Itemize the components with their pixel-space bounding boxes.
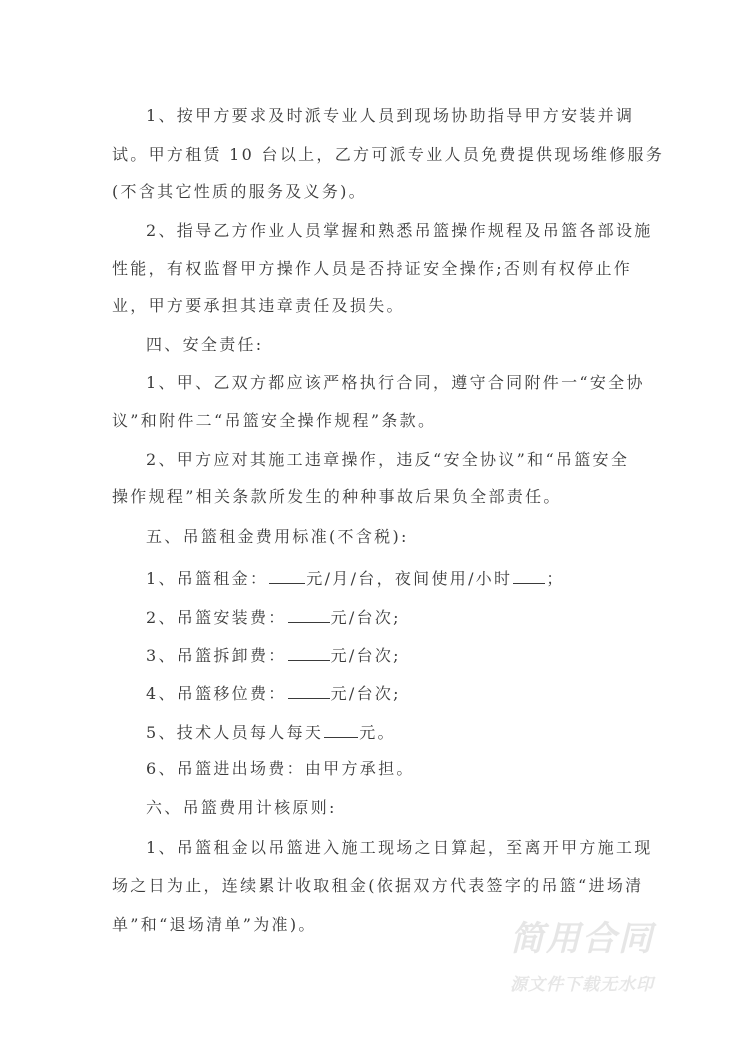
section-heading: 六、吊篮费用计核原则: xyxy=(146,798,337,817)
blank-field[interactable] xyxy=(288,644,330,661)
paragraph-line: 1、甲、乙双方都应该严格执行合同，遵守合同附件一“安全协 xyxy=(146,373,645,392)
fee-item-dismantle xyxy=(146,644,666,664)
fee-unit: 元/台次; xyxy=(330,646,401,665)
paragraph-line: 操作规程”相关条款所发生的种种事故后果负全部责任。 xyxy=(112,487,562,506)
section-heading: 五、吊篮租金费用标准(不含税): xyxy=(146,527,409,546)
fee-unit: 元/台次; xyxy=(330,684,401,703)
paragraph-line: 2、指导乙方作业人员掌握和熟悉吊篮操作规程及吊篮各部设施 xyxy=(146,221,653,240)
paragraph-line: 2、甲方应对其施工违章操作，违反“安全协议”和“吊篮安全 xyxy=(146,450,630,469)
paragraph-line: 性能，有权监督甲方操作人员是否持证安全操作;否则有权停止作 xyxy=(112,259,633,278)
fee-label: 1、吊篮租金： xyxy=(146,569,269,588)
fee-item-entry-exit: 6、吊篮进出场费：由甲方承担。 xyxy=(146,759,415,778)
blank-field[interactable] xyxy=(324,721,358,738)
paragraph-line: 1、按甲方要求及时派专业人员到现场协助指导甲方安装并调 xyxy=(146,106,635,125)
blank-field[interactable] xyxy=(269,567,305,584)
fee-label: 5、技术人员每人每天 xyxy=(146,723,324,742)
fee-unit: 元。 xyxy=(359,723,396,742)
watermark xyxy=(510,918,730,996)
fee-label: 2、吊篮安装费： xyxy=(146,608,287,627)
blank-field[interactable] xyxy=(288,606,330,623)
fee-item-relocate xyxy=(146,682,666,702)
watermark-title: 简用合同 xyxy=(510,919,654,959)
fee-item-install xyxy=(146,606,666,626)
fee-label: 3、吊篮拆卸费： xyxy=(146,646,287,665)
paragraph-line: (不含其它性质的服务及义务)。 xyxy=(112,182,367,201)
section-heading: 四、安全责任: xyxy=(146,335,264,354)
paragraph-line: 议”和附件二“吊篮安全操作规程”条款。 xyxy=(112,411,437,430)
fee-label: 4、吊篮移位费： xyxy=(146,684,287,703)
watermark-subtitle: 源文件下载无水印 xyxy=(510,975,654,995)
paragraph-line: 业，甲方要承担其违章责任及损失。 xyxy=(112,296,405,315)
fee-unit: 元/月/台，夜间使用/小时 xyxy=(306,569,513,588)
paragraph-line: 1、吊篮租金以吊篮进入施工现场之日算起，至离开甲方施工现 xyxy=(146,838,653,857)
paragraph-line: 场之日为止，连续累计收取租金(依据双方代表签字的吊篮“进场清 xyxy=(112,876,644,895)
blank-field[interactable] xyxy=(513,567,545,584)
fee-suffix: ； xyxy=(546,569,565,588)
blank-field[interactable] xyxy=(288,682,330,699)
paragraph-line: 单”和“退场清单”为准)。 xyxy=(112,915,317,934)
fee-item-rent xyxy=(146,567,666,587)
fee-item-technician xyxy=(146,721,666,741)
fee-unit: 元/台次; xyxy=(330,608,401,627)
paragraph-line: 试。甲方租赁 10 台以上，乙方可派专业人员免费提供现场维修服务 xyxy=(112,145,665,164)
